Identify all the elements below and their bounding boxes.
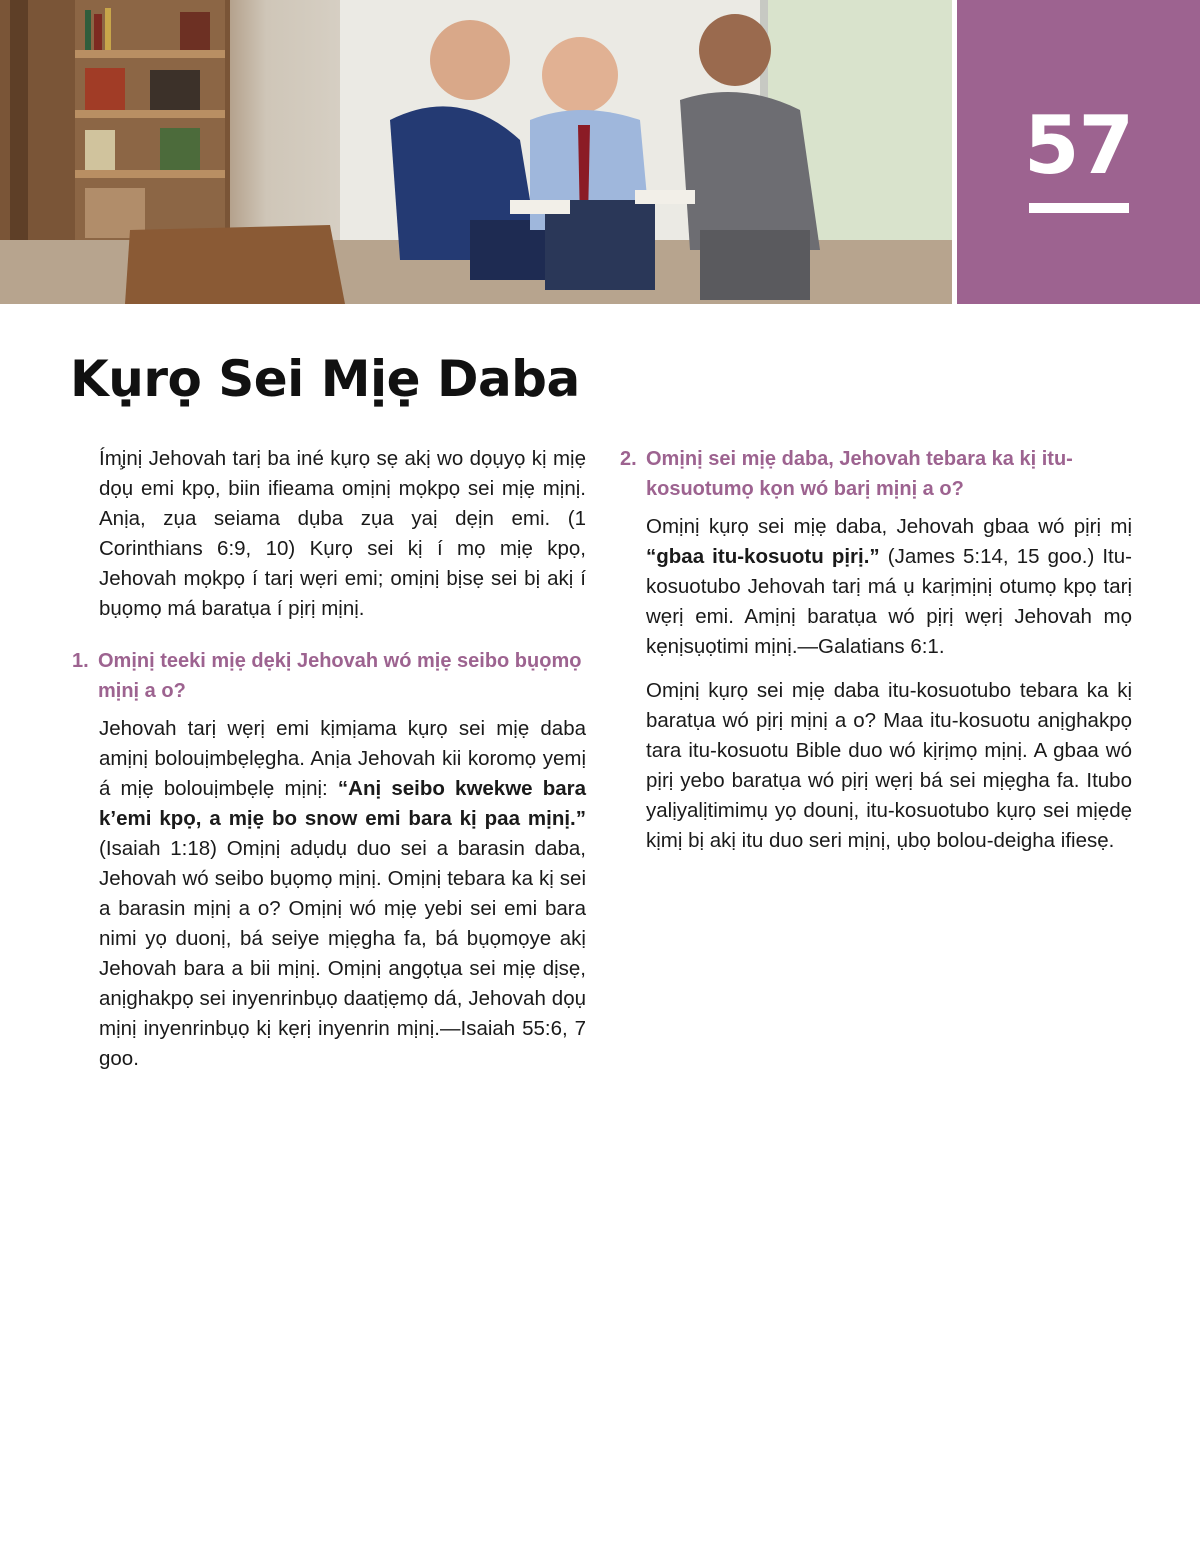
question-1-text: Omịnị teeki mịẹ dẹkị Jehovah wó mịẹ seibo bụọmọ mịnị a o? [98, 650, 582, 702]
answer-2-before: Omịnị kụrọ sei mịẹ daba, Jehovah gbaa wó pịrị mị [646, 515, 1132, 538]
answer-1-before: Jehovah tarị wẹrị emi kịmịama kụrọ sei mịẹ daba amịnị bolouịmbẹlẹgha. Anịa Jehovah kii koromọ yemị á mịẹ bolouịmbẹlẹ mịnị: [99, 717, 586, 800]
answer-1-paragraph [72, 714, 586, 1074]
answer-2-extra-paragraph: Omịnị kụrọ sei mịẹ daba itu-kosuotubo tebara ka kị baratụa wó pịrị mịnị a o? Maa itu-kosuotu anịghakpọ tara itu-kosuotu Bible duo wó kịrịmọ mịnị. A gbaa wó pịrị yebo baratụa wó pịrị wẹrị bá sei mịẹgha fa. Itubo yalịyalịtimimụ yọ dounị, itu-kosuotubo kụrọ sei mịẹdẹ kịmị bị akị itu duo seri mịnị, ụbọ bolou-deigha ifiesẹ. [646, 679, 1132, 852]
answer-2-paragraph [620, 512, 1132, 662]
intro-paragraph: Ím̧ịnị Jehovah tarị ba iné kụrọ sẹ akị wo dọụyọ kị mịẹ dọụ emi kpọ, biin ifieama omịnị mọkpọ sei mịẹ mịnị. Anịa, zụa seiama dụba zụa yaị dẹịn emi. (1 Corinthians 6:9, 10) Kụrọ sei kị í mọ mịẹ kpọ, Jehovah mọkpọ í tarị wẹri emi; omịnị bịsẹ sei bị akị í bụọmọ má baratụa í pịrị mịnị. [99, 447, 586, 620]
answer-1-after: (Isaiah 1:18) Omịnị adụdụ duo sei a barasin daba, Jehovah wó seibo bụọmọ mịnị. Omịnị tebara ka kị sei a barasin mịnị a o? Omịnị wó mịẹ yebi sei emi bara nimi yọ duonị, bá seiye mịẹgha fa, bá bụọmọye akị Jehovah bara a bii mịnị. Omịnị angọtụa sei mịẹ dịsẹ, anịghakpọ sei inyenrinbụọ daatịẹmọ dá, Jehovah dọụ mịnị inyenrinbụọ kị kẹrị inyenrin mịnị.—Isaiah 55:6, 7 goo. [99, 837, 586, 1070]
lesson-number-underline [1029, 203, 1129, 213]
page-title: Kụrọ Sei Mịẹ Daba [70, 350, 580, 408]
header-photo [0, 0, 952, 304]
answer-2-quote: “gbaa itu-kosuotu pịrị.” [646, 545, 880, 568]
question-1-number: 1. [72, 650, 89, 672]
answer-2-after: (James 5:14, 15 goo.) Itu-kosuotubo Jehovah tarị má ụ karịmịnị otumọ kpọ tarị wẹrị emi. Amịnị baratụa wó pịrị wẹrị Jehovah mọ kẹnịsụọtimi mịnị.—Galatians 6:1. [646, 545, 1132, 658]
question-2 [620, 444, 1132, 504]
lesson-number: 57 [1023, 99, 1134, 192]
lesson-number-panel [957, 0, 1200, 304]
photo-three-men-icon [0, 0, 952, 304]
left-column [72, 444, 586, 1088]
answer-1-quote: “Anị seibo kwekwe bara k’emi kpọ, a mịẹ bo snow emi bara kị paa mịnị.” [99, 777, 586, 830]
question-2-text: Omịnị sei mịẹ daba, Jehovah tebara ka kị itu-kosuotumọ kọn wó barị mịnị a o? [646, 448, 1073, 500]
question-1 [72, 646, 586, 706]
question-2-number: 2. [620, 448, 637, 470]
right-column [620, 444, 1132, 870]
